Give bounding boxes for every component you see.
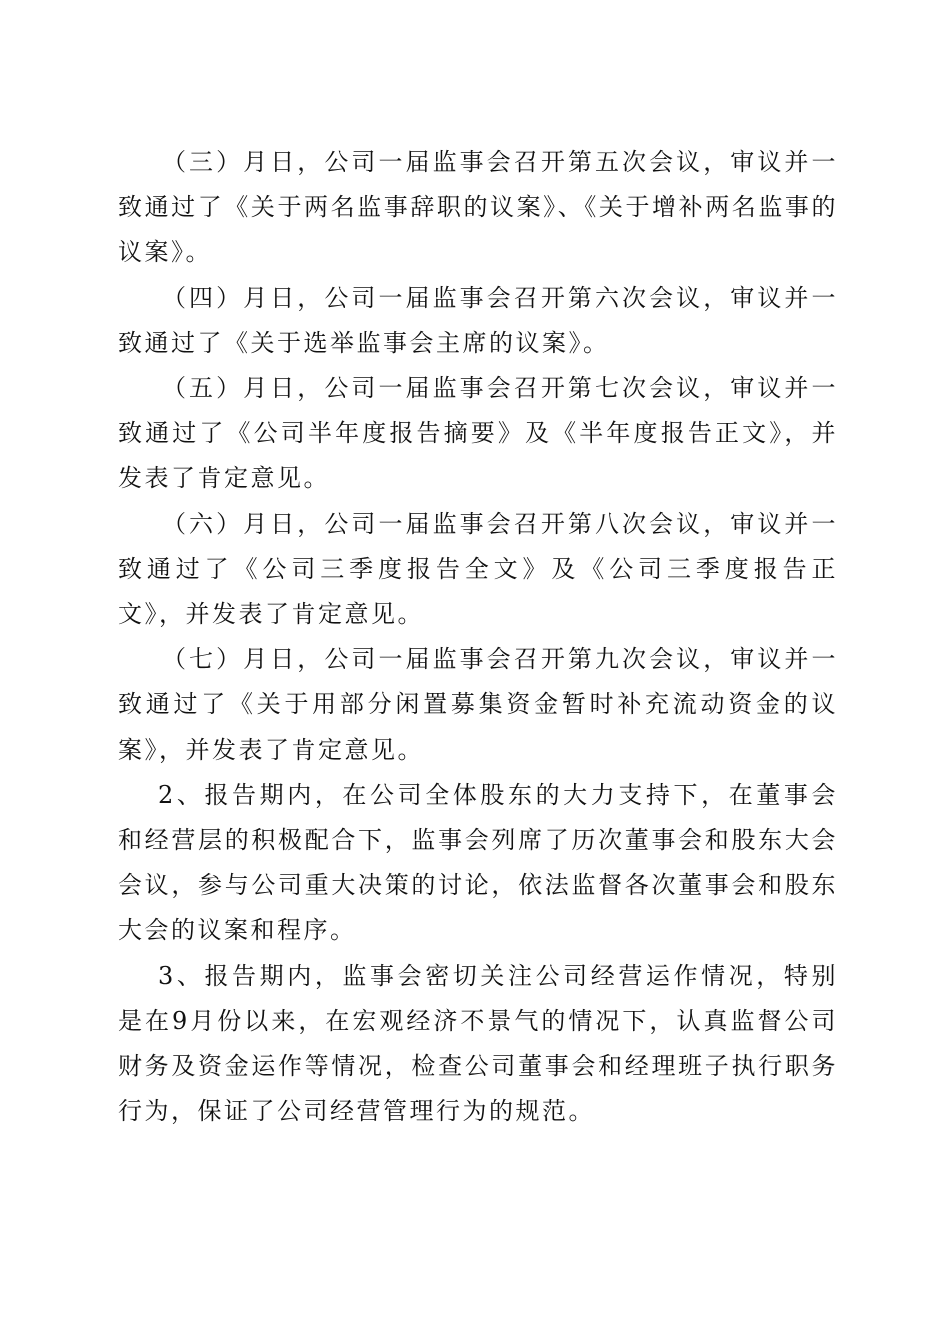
- paragraph-item-5: （五）月日，公司一届监事会召开第七次会议，审议并一致通过了《公司半年度报告摘要》及《半年度报告正文》，并发表了肯定意见。: [118, 374, 838, 493]
- document-body: [118, 140, 838, 1134]
- paragraph-item-7: （七）月日，公司一届监事会召开第九次会议，审议并一致通过了《关于用部分闲置募集资金暂时补充流动资金的议案》，并发表了肯定意见。: [118, 645, 838, 764]
- paragraph-point-3: 3、报告期内，监事会密切关注公司经营运作情况，特别是在9月份以来，在宏观经济不景气的情况下，认真监督公司财务及资金运作等情况，检查公司董事会和经理班子执行职务行为，保证了公司经营管理行为的规范。: [118, 961, 838, 1126]
- paragraph-item-3: （三）月日，公司一届监事会召开第五次会议，审议并一致通过了《关于两名监事辞职的议案》、《关于增补两名监事的议案》。: [118, 148, 838, 267]
- paragraph-item-6: （六）月日，公司一届监事会召开第八次会议，审议并一致通过了《公司三季度报告全文》及《公司三季度报告正文》，并发表了肯定意见。: [118, 509, 838, 629]
- paragraph-item-4: （四）月日，公司一届监事会召开第六次会议，审议并一致通过了《关于选举监事会主席的议案》。: [118, 283, 838, 357]
- paragraph-point-2: 2、报告期内，在公司全体股东的大力支持下，在董事会和经营层的积极配合下，监事会列席了历次董事会和股东大会会议，参与公司重大决策的讨论，依法监督各次董事会和股东大会的议案和程序。: [118, 780, 838, 945]
